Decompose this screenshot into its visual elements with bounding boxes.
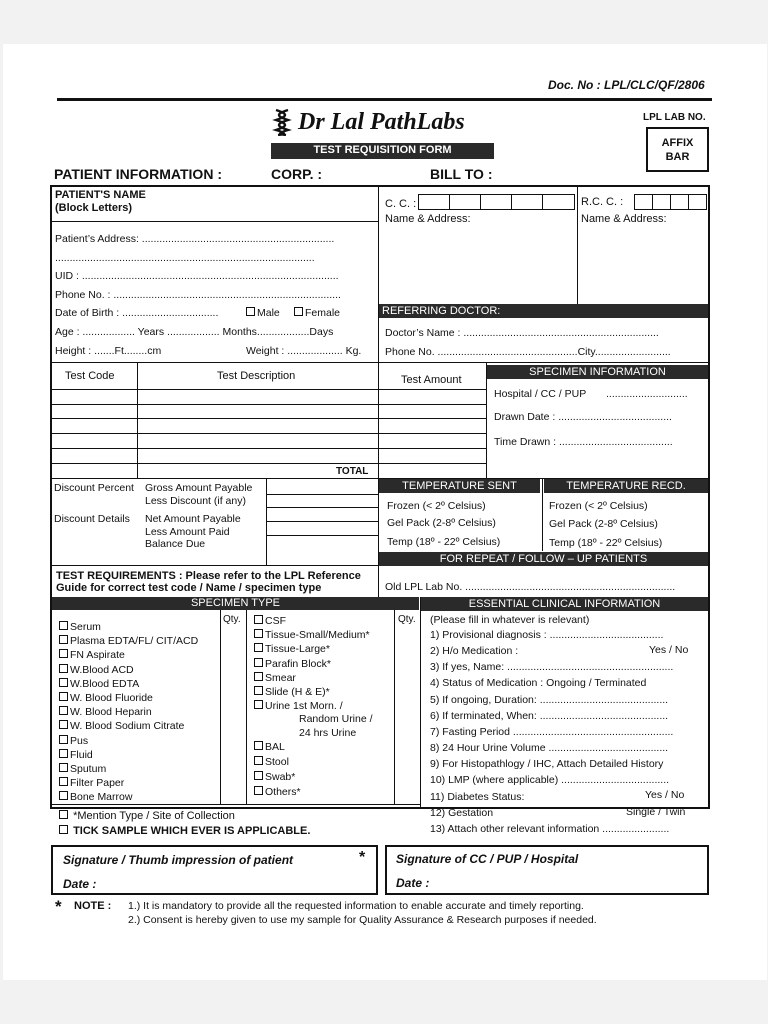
specimen-type-item[interactable] [59,692,153,705]
patient-address-cont[interactable]: ......................................................................................... [55,252,315,264]
specimen-type-item[interactable] [59,735,88,748]
specimen-type-label: W.Blood EDTA [70,677,140,690]
specimen-type-label: W. Blood Sodium Citrate [70,720,185,733]
uid-field[interactable]: UID : ........................................................................................ [55,270,339,282]
less-discount-label: Less Discount (if any) [145,495,246,507]
specimen-type-item[interactable] [59,678,139,691]
recd-temp-option[interactable]: Temp (18º - 22º Celsius) [549,537,663,549]
specimen-checkbox[interactable] [254,615,263,624]
female-checkbox[interactable] [294,307,303,316]
specimen-type-label: Parafin Block* [265,657,331,670]
specimen-checkbox[interactable] [59,649,68,658]
bar-label: BAR [665,151,690,163]
bill-to-heading: BILL TO : [430,166,493,182]
test-description-header: Test Description [217,370,296,382]
test-code-header: Test Code [65,370,115,382]
tick-label: TICK SAMPLE WHICH EVER IS APPLICABLE. [73,825,311,837]
clinical-info-item [430,694,668,707]
clinical-info-label: 3) If yes, Name: ......................................................... [430,661,674,674]
temperature-recd-title: TEMPERATURE RECD. [544,479,708,493]
specimen-checkbox[interactable] [59,664,68,673]
block-letters-label: (Block Letters) [55,202,133,214]
clinical-info-label: 5) If ongoing, Duration: ............................................ [430,693,669,706]
age-field[interactable]: Age : .................. Years .................. Months..................Days [55,326,334,338]
clinical-info-item [430,823,669,836]
female-label: Female [305,307,341,319]
specimen-type-label: Swab* [265,771,296,783]
clinical-info-item [430,807,493,820]
specimen-type-item[interactable] [254,686,330,699]
weight-field[interactable]: Weight : ................... Kg. [246,345,362,357]
clinical-info-label: 6) If terminated, When: ............................................ [430,709,669,722]
rcc-label: R.C. C. : [581,196,624,208]
patient-date-label: Date : [63,877,97,891]
cc-signature-label: Signature of CC / PUP / Hospital [396,852,579,866]
test-requirements-line2: Guide for correct test code / Name / specimen type [56,582,322,594]
specimen-type-label: Plasma EDTA/FL/ CIT/ACD [70,635,199,648]
clinical-info-label: 7) Fasting Period ....................................................... [430,725,674,738]
clinical-info-label: 1) Provisional diagnosis : ....................................... [430,629,664,641]
referring-doctor-title: REFERRING DOCTOR: [379,304,708,318]
qty-header-2: Qty. [398,614,416,625]
note-label: NOTE : [74,900,112,912]
sent-frozen-option[interactable]: Frozen (< 2º Celsius) [387,500,486,512]
note-line-1: 1.) It is mandatory to provide all the requested information to enable accurate and timely reporting. [128,900,584,912]
doctor-name-field[interactable]: Doctor’s Name : ................................................................... [385,327,659,339]
cc-name-address: Name & Address: [385,213,471,225]
specimen-checkbox[interactable] [254,771,263,780]
test-requirements-line1: TEST REQUIREMENTS : Please refer to the LPL Reference [56,570,361,582]
specimen-type-item[interactable] [59,635,198,648]
clinical-info-item [430,677,646,690]
doctor-phone-city-field[interactable]: Phone No. ................................................City.......................... [385,346,671,358]
clinical-info-item [430,742,668,755]
clinical-info-label: 2) H/o Medication : [430,645,519,658]
clinical-info-item [430,710,668,723]
specimen-type-item[interactable] [59,791,132,804]
specimen-checkbox[interactable] [59,692,68,701]
recd-frozen-option[interactable]: Frozen (< 2º Celsius) [549,500,648,512]
specimen-type-item[interactable] [254,771,295,784]
note-star: * [55,897,62,916]
rcc-code-boxes[interactable] [634,194,708,210]
discount-percent-label: Discount Percent [54,482,134,494]
patient-signature-box[interactable] [51,845,378,895]
specimen-checkbox[interactable] [59,720,68,729]
hospital-cc-field[interactable]: ............................ [606,388,688,400]
specimen-checkbox[interactable] [254,643,263,652]
specimen-checkbox[interactable] [59,706,68,715]
note-line-2: 2.) Consent is hereby given to use my sample for Quality Assurance & Research purposes if needed. [128,914,597,926]
specimen-type-item[interactable] [254,658,331,671]
time-drawn-field[interactable]: Time Drawn : ....................................... [494,436,673,448]
specimen-checkbox[interactable] [59,749,68,758]
specimen-type-label: Pus [70,734,89,747]
clinical-info-label: 13) Attach other relevant information ....................... [430,822,670,835]
old-lab-no-field[interactable]: Old LPL Lab No. ........................................................................ [385,581,676,593]
clinical-info-item [430,645,518,658]
affix-label: AFFIX [661,137,694,149]
specimen-type-item[interactable] [254,672,296,685]
less-paid-label: Less Amount Paid [145,526,230,538]
specimen-random-urine: Random Urine / [299,713,373,725]
clinical-info-label: 10) LMP (where applicable) ..................................... [430,774,670,787]
specimen-type-label: W. Blood Fluoride [70,692,153,704]
clinical-info-label: 9) For Histopathlogy / IHC, Attach Detailed History [430,758,664,771]
specimen-checkbox[interactable] [254,672,263,681]
specimen-type-item[interactable] [254,643,330,656]
specimen-type-label: Smear [265,671,296,684]
balance-due-label: Balance Due [145,538,206,550]
height-field[interactable]: Height : .......Ft........cm [55,345,162,357]
specimen-checkbox[interactable] [59,777,68,786]
specimen-type-item[interactable] [254,700,343,713]
doc-number: Doc. No : LPL/CLC/QF/2806 [548,78,705,92]
specimen-checkbox[interactable] [59,735,68,744]
logo-text: Dr Lal PathLabs [298,109,465,135]
hospital-cc-label: Hospital / CC / PUP [494,388,587,400]
specimen-checkbox[interactable] [254,786,263,795]
specimen-type-item[interactable] [254,756,289,769]
clinical-intro: (Please fill in whatever is relevant) [430,614,590,626]
mention-checkbox[interactable] [59,810,68,819]
header-rule [57,98,712,101]
clinical-info-item [430,758,663,771]
lab-no-label: LPL LAB NO. [643,112,706,123]
repeat-patients-title: FOR REPEAT / FOLLOW – UP PATIENTS [379,552,708,566]
specimen-type-label: W. Blood Heparin [70,706,152,719]
cc-label: C. C. : [385,198,417,210]
specimen-checkbox[interactable] [254,700,263,709]
gross-amount-label: Gross Amount Payable [145,482,253,494]
clinical-info-label: 4) Status of Medication : Ongoing / Terminated [430,677,647,690]
specimen-type-label: Bone Marrow [70,791,133,804]
specimen-type-title: SPECIMEN TYPE [52,597,419,610]
specimen-type-label: Fluid [70,748,93,761]
diabetes-yes-no[interactable]: Yes / No [645,789,685,801]
cc-code-boxes[interactable] [418,194,576,210]
clinical-info-label: 11) Diabetes Status: [430,790,525,803]
specimen-type-label: CSF [265,615,286,627]
specimen-type-item[interactable] [254,786,301,799]
specimen-type-item[interactable] [254,629,370,642]
specimen-type-label: BAL [265,741,285,753]
specimen-type-label: W.Blood ACD [70,663,134,676]
specimen-type-item[interactable] [59,621,101,634]
temperature-sent-title: TEMPERATURE SENT [379,479,540,493]
signature-star: * [359,849,366,866]
gestation-single-twin[interactable]: Single / Twin [626,806,686,818]
test-entry-rows[interactable] [53,390,485,462]
mention-label: *Mention Type / Site of Collection [73,810,235,822]
dna-helix-icon [272,108,292,136]
test-amount-header: Test Amount [401,374,462,386]
specimen-type-label: Filter Paper [70,777,125,790]
specimen-checkbox[interactable] [254,658,263,667]
specimen-checkbox[interactable] [254,741,263,750]
tick-sample-note[interactable] [59,825,310,838]
specimen-checkbox[interactable] [254,756,263,765]
discount-details-label: Discount Details [54,513,130,525]
recd-gel-pack-option[interactable]: Gel Pack (2-8º Celsius) [549,518,658,530]
specimen-type-item[interactable] [59,664,134,677]
specimen-type-item[interactable] [59,720,184,733]
specimen-type-item[interactable] [59,777,124,790]
clinical-info-item [430,629,663,642]
clinical-info-title: ESSENTIAL CLINICAL INFORMATION [421,597,708,611]
cc-signature-box[interactable] [385,845,709,895]
clinical-info-label: 8) 24 Hour Urine Volume ......................................... [430,742,669,755]
medication-yes-no[interactable]: Yes / No [649,644,689,656]
clinical-info-item [430,726,673,739]
patient-info-heading: PATIENT INFORMATION : [54,166,222,182]
male-label: Male [257,307,280,319]
cc-date-label: Date : [396,876,430,890]
drawn-date-field[interactable]: Drawn Date : ....................................... [494,411,672,423]
patient-name-label: PATIENT'S NAME [55,189,146,201]
specimen-checkbox[interactable] [254,686,263,695]
specimen-checkbox[interactable] [59,678,68,687]
dob-field[interactable]: Date of Birth : ................................. [55,307,219,319]
corp-heading: CORP. : [271,166,323,182]
specimen-checkbox[interactable] [59,635,68,644]
qty-header-1: Qty. [223,614,241,625]
specimen-type-item[interactable] [59,706,152,719]
phone-field[interactable]: Phone No. : .............................................................................. [55,289,341,301]
male-checkbox[interactable] [246,307,255,316]
clinical-info-label: 12) Gestation [430,806,494,819]
clinical-info-item [430,661,673,674]
specimen-type-label: Sputum [70,763,107,775]
specimen-type-label: Stool [265,756,289,768]
specimen-type-item[interactable] [59,763,106,776]
clinical-info-item [430,791,524,804]
affix-bar-box [646,127,709,172]
sent-gel-pack-option[interactable]: Gel Pack (2-8º Celsius) [387,517,496,529]
net-amount-label: Net Amount Payable [145,513,241,525]
specimen-info-title: SPECIMEN INFORMATION [487,365,708,379]
specimen-type-item[interactable] [59,649,125,662]
specimen-24hr-urine: 24 hrs Urine [299,727,357,739]
rcc-name-address: Name & Address: [581,213,667,225]
specimen-type-label: Others* [265,786,301,798]
tick-checkbox[interactable] [59,825,68,834]
mention-type-note[interactable] [59,810,235,823]
specimen-checkbox[interactable] [59,791,68,800]
specimen-type-label: Urine 1st Morn. / [265,700,343,713]
specimen-type-label: FN Aspirate [70,649,125,662]
specimen-type-label: Serum [70,621,101,633]
clinical-info-item [430,774,669,787]
specimen-type-item[interactable] [254,615,286,628]
total-label: TOTAL [336,466,369,477]
specimen-type-label: Tissue-Small/Medium* [265,629,370,642]
form-title: TEST REQUISITION FORM [271,143,494,159]
specimen-type-item[interactable] [254,741,285,754]
specimen-type-label: Slide (H & E)* [265,686,330,698]
specimen-type-label: Tissue-Large* [265,643,330,656]
patient-signature-label: Signature / Thumb impression of patient [63,853,294,867]
sent-temp-option[interactable]: Temp (18º - 22º Celsius) [387,536,501,548]
specimen-checkbox[interactable] [59,621,68,630]
specimen-type-item[interactable] [59,749,93,762]
patient-address-field[interactable]: Patient’s Address: .................................................................. [55,233,335,245]
specimen-checkbox[interactable] [59,763,68,772]
male-option[interactable] [246,307,280,320]
female-option[interactable] [294,307,340,320]
specimen-checkbox[interactable] [254,629,263,638]
